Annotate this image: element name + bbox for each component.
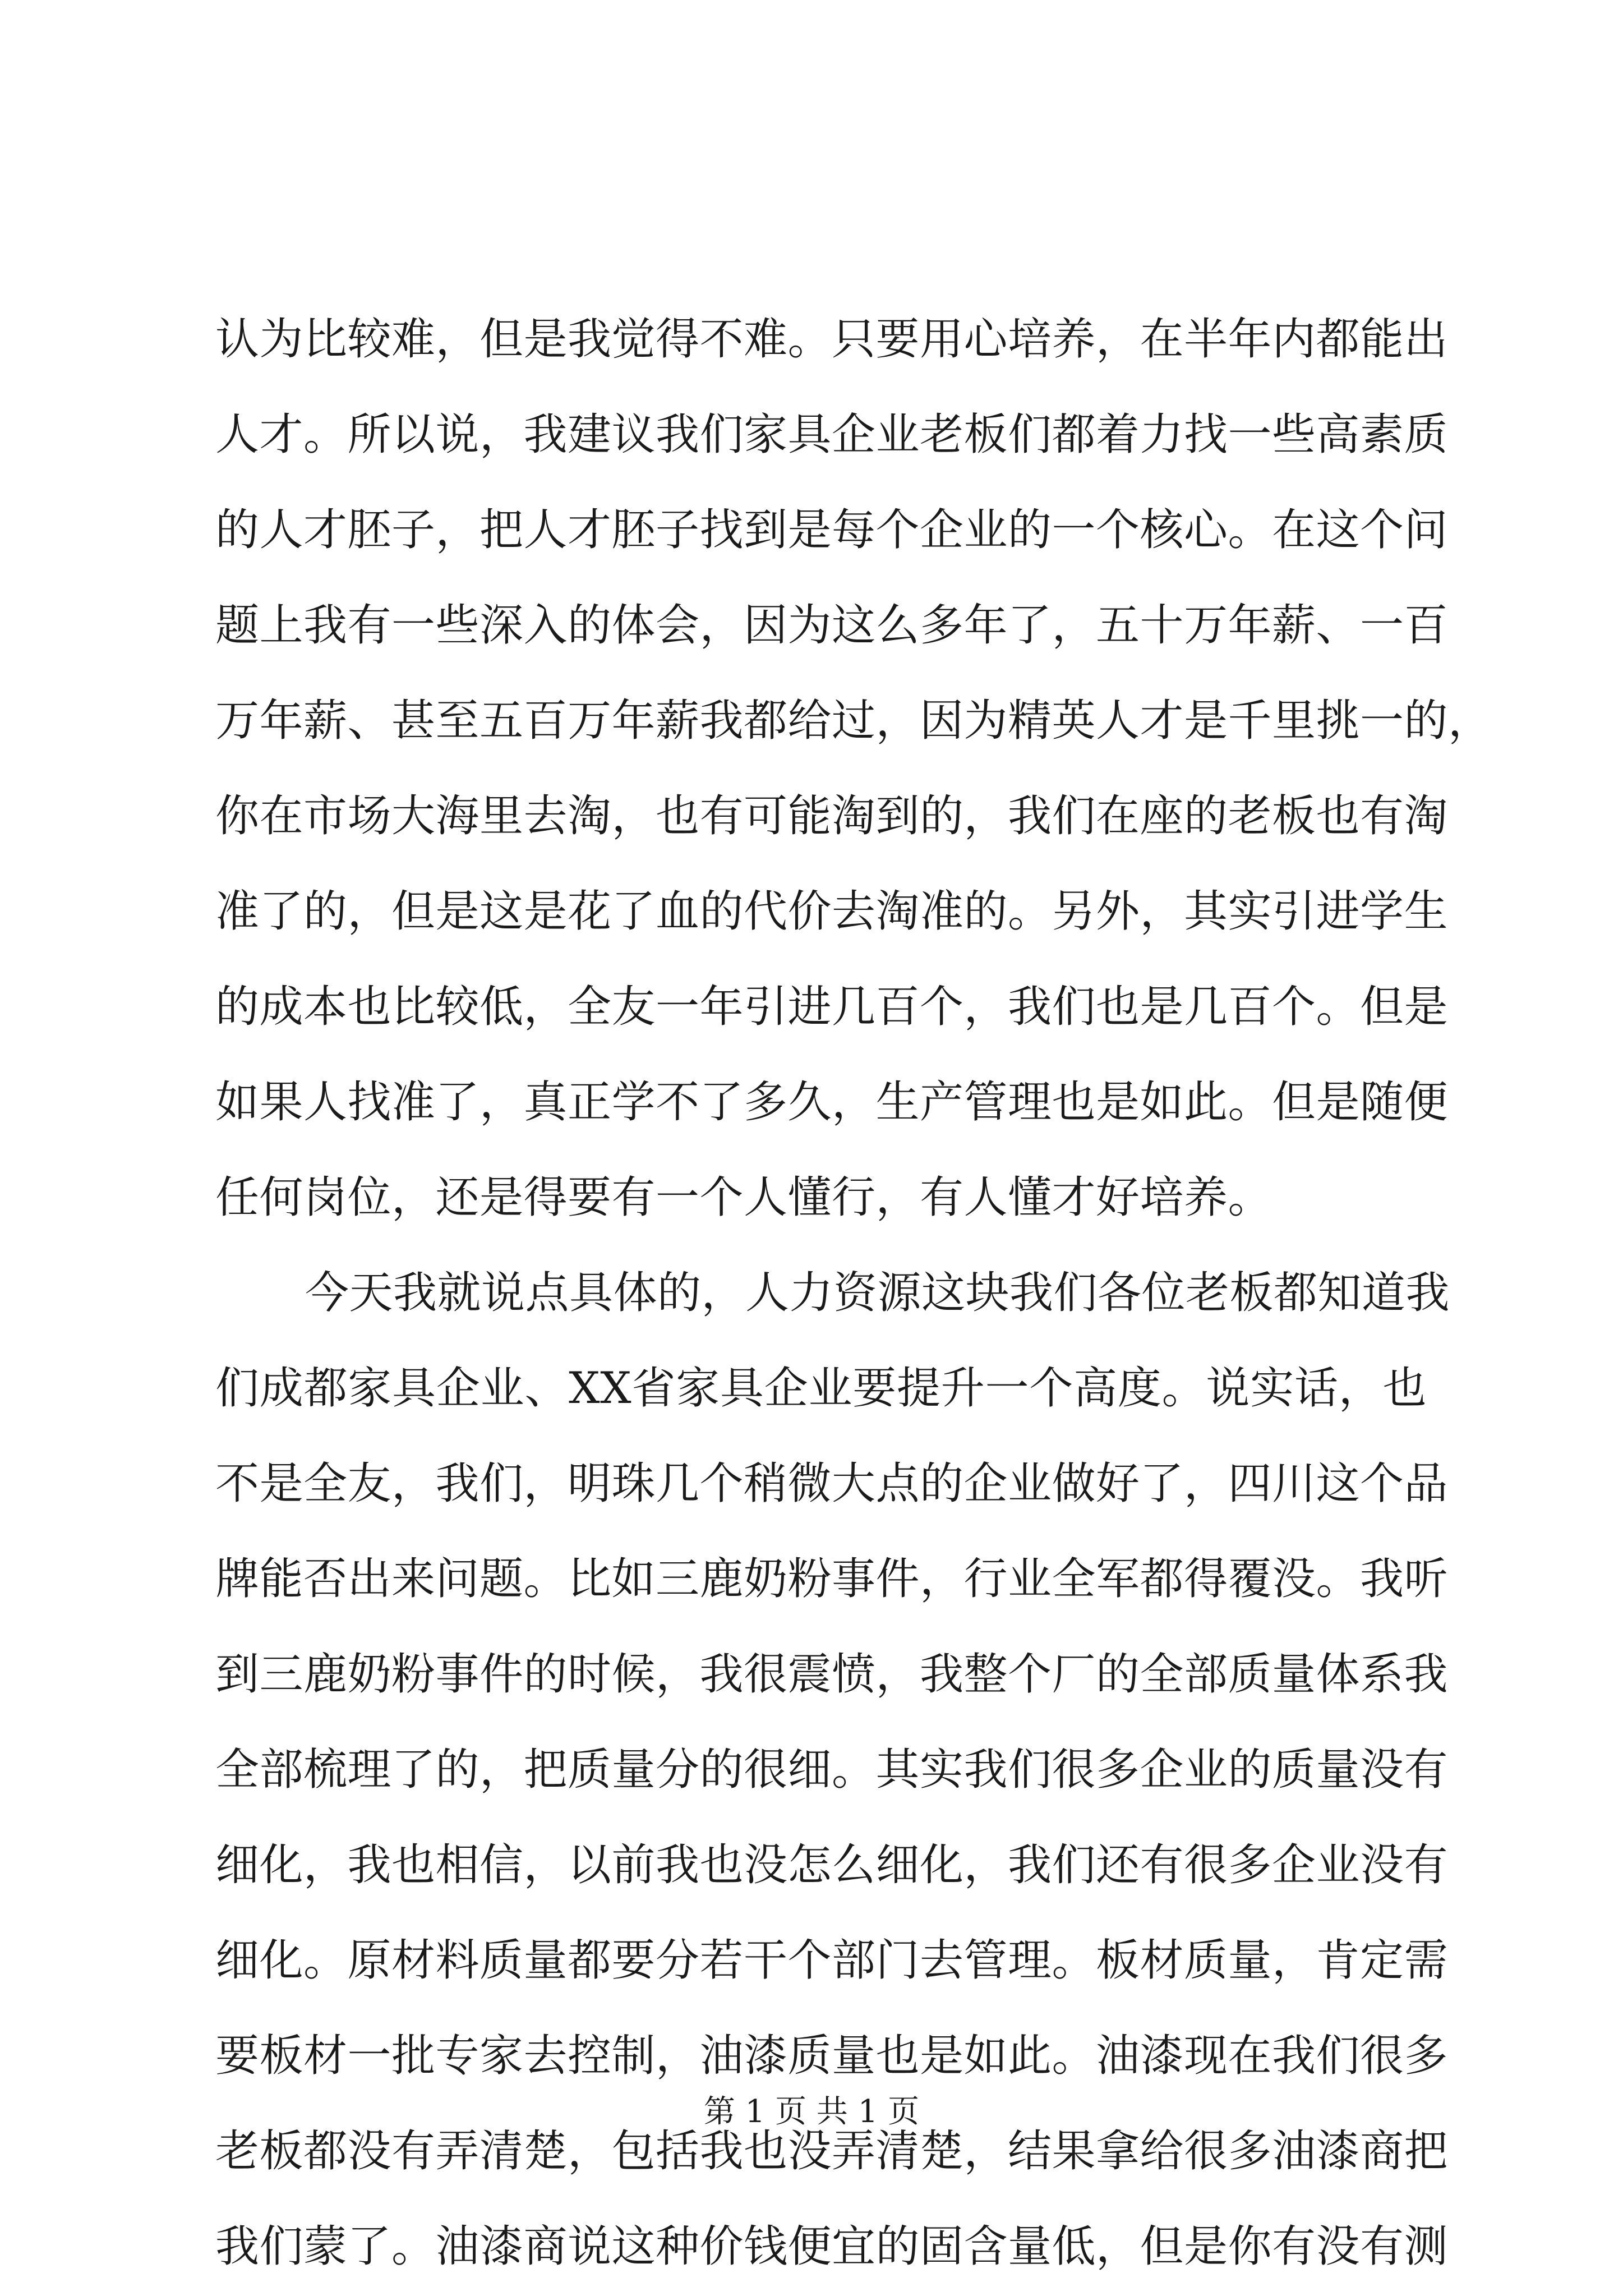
text-line: 牌能否出来问题。比如三鹿奶粉事件，行业全军都得覆没。我听 [215, 1554, 1449, 1604]
paragraph-1 [215, 292, 1492, 1245]
text-line: 任何岗位，还是得要有一个人懂行，有人懂才好培养。 [215, 1172, 1272, 1223]
text-line: 我们蒙了。油漆商说这种价钱便宜的固含量低，但是你有没有测 [215, 2221, 1449, 2272]
page-footer [0, 2090, 1623, 2134]
text-line: 认为比较难，但是我觉得不难。只要用心培养，在半年内都能出 [215, 314, 1449, 365]
text-line: 的成本也比较低，全友一年引进几百个，我们也是几百个。但是 [215, 982, 1449, 1032]
paragraph-2 [215, 1245, 1450, 2294]
text-line: 到三鹿奶粉事件的时候，我很震愤，我整个厂的全部质量体系我 [215, 1649, 1449, 1700]
text-line: 要板材一批专家去控制，油漆质量也是如此。油漆现在我们很多 [215, 2031, 1449, 2081]
page-number-label: 第 1 页 共 1 页 [703, 2093, 920, 2130]
text-line: 全部梳理了的，把质量分的很细。其实我们很多企业的质量没有 [215, 1745, 1449, 1795]
text-line: 老板都没有弄清楚，包括我也没弄清楚，结果拿给很多油漆商把 [215, 2126, 1449, 2177]
text-line: 不是全友，我们，明珠几个稍微大点的企业做好了，四川这个品 [215, 1458, 1449, 1509]
text-line: 你在市场大海里去淘，也有可能淘到的，我们在座的老板也有淘 [215, 791, 1449, 841]
text-line: 题上我有一些深入的体会，因为这么多年了，五十万年薪、一百 [215, 600, 1449, 651]
text-line: 们成都家具企业、XX省家具企业要提升一个高度。说实话，也 [215, 1363, 1427, 1414]
document-body [215, 292, 1492, 2294]
text-line: 的人才胚子，把人才胚子找到是每个企业的一个核心。在这个问 [215, 505, 1449, 555]
text-line: 万年薪、甚至五百万年薪我都给过，因为精英人才是千里挑一的， [215, 696, 1492, 746]
text-line: 今天我就说点具体的，人力资源这块我们各位老板都知道我 [305, 1268, 1450, 1318]
text-line: 人才。所以说，我建议我们家具企业老板们都着力找一些高素质 [215, 409, 1449, 460]
text-line: 细化，我也相信，以前我也没怎么细化，我们还有很多企业没有 [215, 1840, 1449, 1890]
text-line: 如果人找准了，真正学不了多久，生产管理也是如此。但是随便 [215, 1077, 1449, 1128]
text-line: 细化。原材料质量都要分若干个部门去管理。板材质量，肯定需 [215, 1935, 1449, 1986]
text-line: 准了的，但是这是花了血的代价去淘准的。另外，其实引进学生 [215, 886, 1449, 937]
